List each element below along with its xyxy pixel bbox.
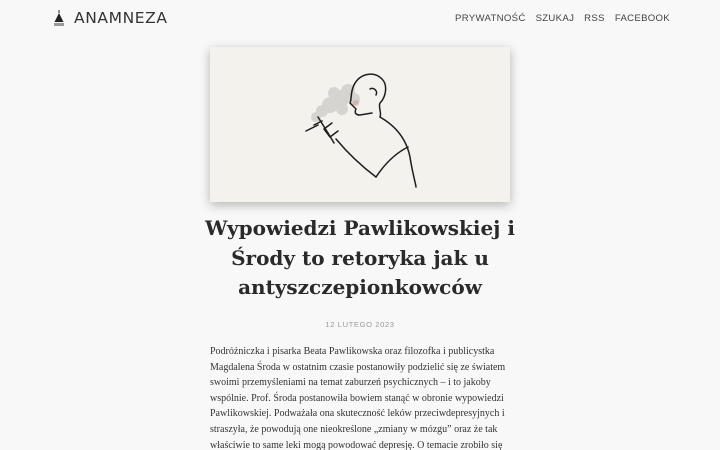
- lamp-icon: [52, 9, 66, 27]
- article-title: Wypowiedzi Pawlikowskiej i Środy to retoryka jak u antyszczepionkowców: [205, 216, 515, 299]
- hero-image: [210, 47, 510, 202]
- site-name: ANAMNEZA: [74, 9, 168, 27]
- nav-item-search[interactable]: SZUKAJ: [535, 13, 575, 24]
- nav-item-facebook[interactable]: FACEBOOK: [614, 13, 670, 24]
- site-header: [0, 0, 720, 36]
- article-body: Podróżniczka i pisarka Beata Pawlikowska oraz filozofka i publicystka Magdalena Środa w ostatnim czasie postanowiły podzielić się ze światem swoimi przemyśleniami na temat zaburzeń psychicznych – i to jakoby wspólnie. Prof. Środa postanowiła bowiem stanąć w obronie wypowiedzi Pawlikowskiej. Podważała ona skuteczność leków przeciwdepresyjnych i straszyła, że powodują one nieokreślone „zmiany w mózgu” oraz że tak właściwie to same leki mogą powodować depresję. O temacie zrobiło się: [210, 346, 506, 450]
- nav-item-rss[interactable]: RSS: [584, 13, 605, 24]
- person-with-syringe-illustration: [210, 47, 510, 202]
- home-link[interactable]: [52, 9, 168, 27]
- main-nav: [455, 13, 670, 24]
- nav-item-privacy[interactable]: PRYWATNOŚĆ: [455, 13, 526, 24]
- article-date: 12 LUTEGO 2023: [325, 320, 395, 329]
